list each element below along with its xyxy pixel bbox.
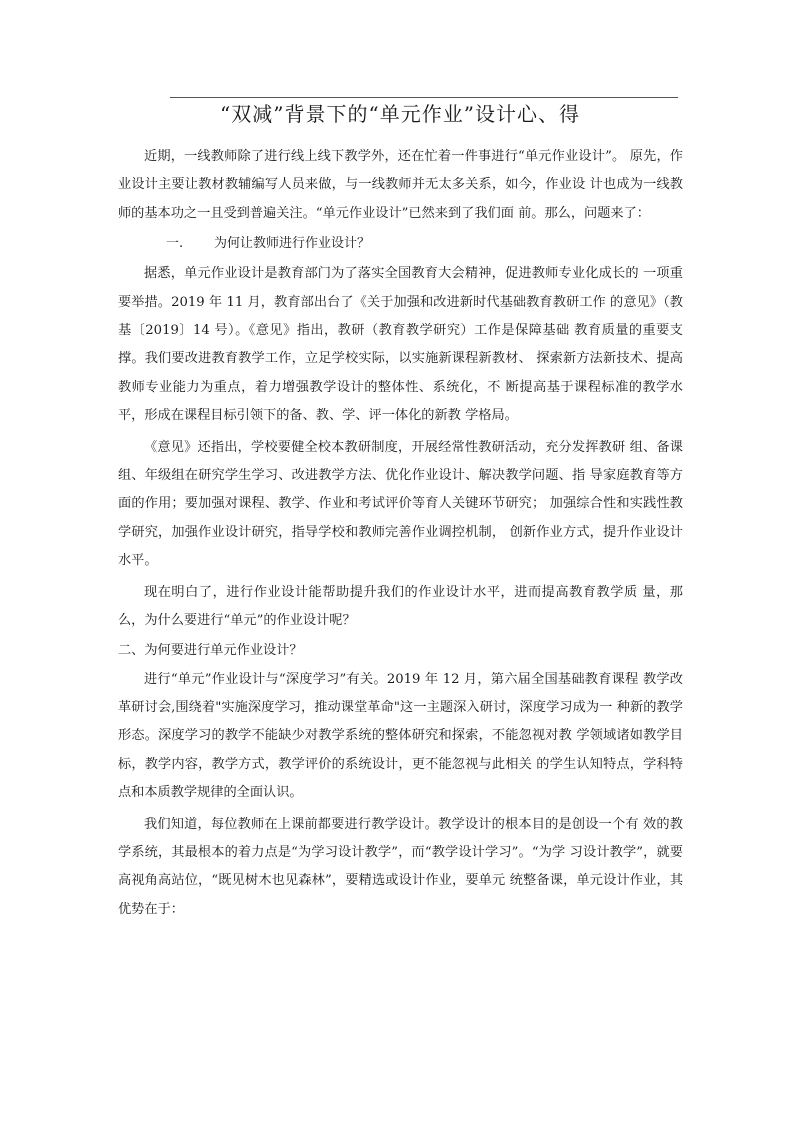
section-1-paragraph: 现在明白了，进行作业设计能帮助提升我们的作业设计水平，进而提高教育教学质 量，那么，为什么要进行“单元”的作业设计呢？ bbox=[118, 584, 683, 629]
section-2-heading: 二、为何要进行单元作业设计？ bbox=[118, 642, 303, 658]
section-1-paragraph: 据悉，单元作业设计是教育部门为了落实全国教育大会精神，促进教师专业化成长的 一项重要举措。2019 年 11 月，教育部出台了《关于加强和改进新时代基础教育教研工作 的意见》（教基〔2019〕14 号）。《意见》指出，教研（教育教学研究）工作是保障基础 教育质量的重要支撑。我们要改进教育教学工作，立足学校实际，以实施新课程新教材、 探索新方法新技术、提高教师专业能力为重点，着力增强教学设计的整体性、系统化，不 断提高基于课程标准的教学水平，形成在课程目标引领下的备、教、学、评一体化的新教 学格局。 bbox=[118, 266, 683, 424]
section-1-paragraph: 《意见》还指出，学校要健全校本教研制度，开展经常性教研活动，充分发挥教研 组、备课组、年级组在研究学生学习、改进教学方法、优化作业设计、解决教学问题、指 导家庭教育等方面的作用；要加强对课程、教学、作业和考试评价等育人关键环节研究； 加强综合性和实践性教学研究，加强作业设计研究，指导学校和教师完善作业调控机制， 创新作业方式，提升作业设计水平。 bbox=[118, 439, 683, 569]
section-2-paragraph: 我们知道，每位教师在上课前都要进行教学设计。教学设计的根本目的是创设一个有 效的教学系统，其最根本的着力点是“为学习设计教学”，而“教学设计学习”。“为学 习设计教学”，就要高视角高站位，“既见树木也见森林”，要精选或设计作业，要单元 统整备课，单元设计作业，其优势在于： bbox=[118, 816, 683, 917]
section-1-heading bbox=[118, 232, 683, 256]
document-body bbox=[118, 143, 683, 924]
intro-paragraph: 近期，一线教师除了进行线上线下教学外，还在忙着一件事进行“单元作业设计”。 原先，作业设计主要让教材教辅编写人员来做，与一线教师并无太多关系，如今，作业设 计也成为一线教师的基本功之一且受到普遍关注。“单元作业设计”已然来到了我们面 前。那么，问题来了： bbox=[118, 149, 683, 221]
section-1-title: 为何让教师进行作业设计？ bbox=[214, 236, 371, 252]
document-title: “双减”背景下的“单元作业”设计心、得 bbox=[220, 102, 580, 126]
section-1-number: 一. bbox=[166, 236, 184, 252]
section-2-paragraph: 进行“单元”作业设计与“深度学习”有关。2019 年 12 月，第六届全国基础教育课程 教学改革研讨会,围绕着"实施深度学习，推动课堂革命"这一主题深入研讨，深度学习成为一 种新的教学形态。深度学习的教学不能缺少对教学系统的整体研究和探索，不能忽视对教 学领域诸如教学目标，教学内容，教学方式，教学评价的系统设计，更不能忽视与此相关 的学生认知特点，学科特点和本质教学规律的全面认识。 bbox=[118, 671, 683, 801]
